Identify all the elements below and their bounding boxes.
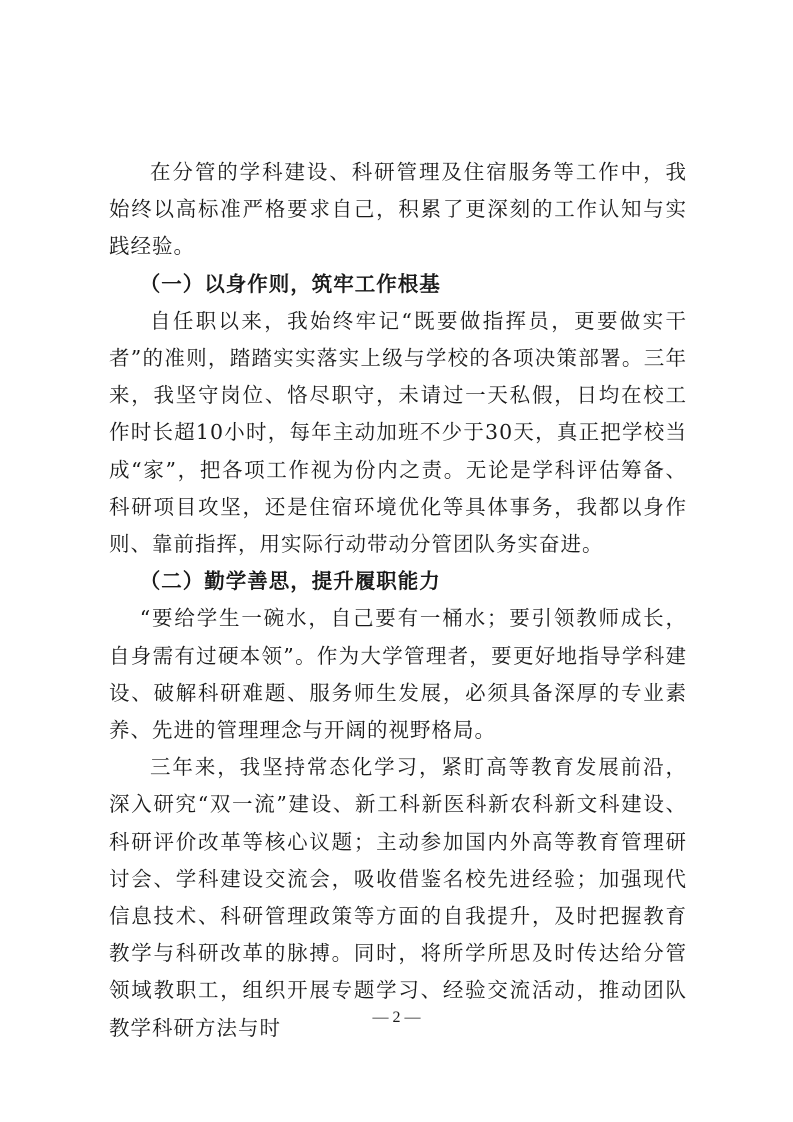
section-heading-1: （一）以身作则，筑牢工作根基 xyxy=(139,271,441,296)
document-body xyxy=(109,154,687,1047)
page-number: — 2 — xyxy=(372,1009,421,1026)
paragraph-quote: “要给学生一碗水，自己要有一桶水；要引领教师成长，自身需有过硬本领”。作为大学管理者，要更好地指导学科建设、破解科研难题、服务师生发展，必须具备深厚的专业素养、先进的管理理念与开阔的视野格局。 xyxy=(109,606,687,743)
section-heading-2: （二）勤学善思，提升履职能力 xyxy=(139,569,441,594)
paragraph-section-2: 三年来，我坚持常态化学习，紧盯高等教育发展前沿，深入研究“双一流”建设、新工科新医科新农科新文科建设、科研评价改革等核心议题；主动参加国内外高等教育管理研讨会、学科建设交流会，吸收借鉴名校先进经验；加强现代信息技术、科研管理政策等方面的自我提升，及时把握教育教学与科研改革的脉搏。同时，将所学所思及时传达给分管领域教职工，组织开展专题学习、经验交流活动，推动团队教学科研方法与时 xyxy=(109,755,687,1040)
paragraph-section-1: 自任职以来，我始终牢记“既要做指挥员，更要做实干者”的准则，踏踏实实落实上级与学校的各项决策部署。三年来，我坚守岗位、恪尽职守，未请过一天私假，日均在校工作时长超10小时，每年主动加班不少于30天，真正把学校当成“家”，把各项工作视为份内之责。无论是学科评估筹备、科研项目攻坚，还是住宿环境优化等具体事务，我都以身作则、靠前指挥，用实际行动带动分管团队务实奋进。 xyxy=(109,308,687,557)
paragraph-intro: 在分管的学科建设、科研管理及住宿服务等工作中，我始终以高标准严格要求自己，积累了更深刻的工作认知与实践经验。 xyxy=(109,160,687,259)
